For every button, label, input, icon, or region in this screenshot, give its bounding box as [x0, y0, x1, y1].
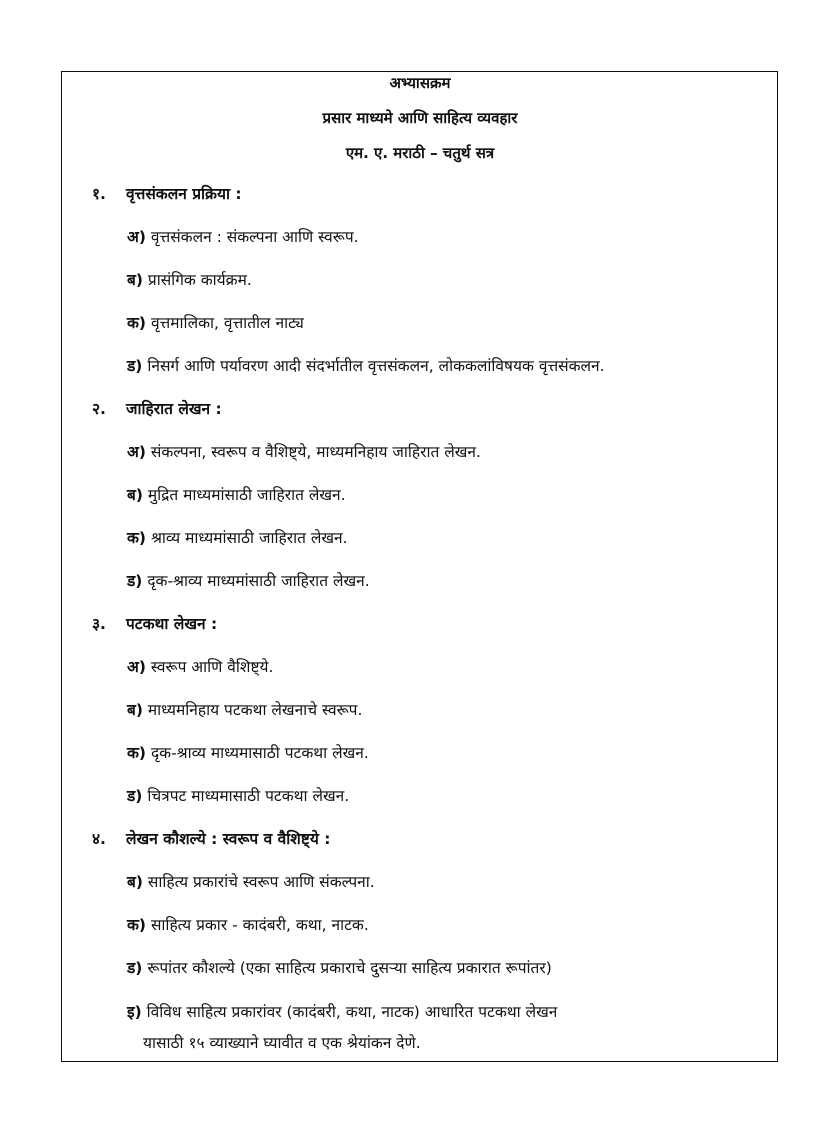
item-marker: ड) — [127, 357, 143, 375]
list-item — [127, 359, 605, 375]
section-title: वृत्तसंकलन प्रक्रिया : — [126, 185, 242, 203]
item-continuation: यासाठी १५ व्याख्याने घ्यावीत व एक श्रेयांकन देणे. — [143, 1034, 421, 1052]
list-item — [127, 746, 369, 762]
item-text: रूपांतर कौशल्ये (एका साहित्य प्रकाराचे दुसऱ्या साहित्य प्रकारात रूपांतर) — [147, 959, 552, 977]
item-text: प्रासंगिक कार्यक्रम. — [147, 271, 252, 289]
item-text: निसर्ग आणि पर्यावरण आदी संदर्भातील वृत्तसंकलन, लोककलांविषयक वृत्तसंकलन. — [147, 357, 605, 375]
item-text: श्राव्य माध्यमांसाठी जाहिरात लेखन. — [150, 529, 348, 547]
list-item — [127, 574, 370, 590]
item-text: वृत्तसंकलन : संकल्पना आणि स्वरूप. — [150, 228, 359, 246]
item-marker: ब) — [127, 486, 143, 504]
item-marker: अ) — [127, 443, 146, 461]
item-text: दृक-श्राव्य माध्यमांसाठी जाहिरात लेखन. — [147, 572, 370, 590]
list-item — [127, 703, 362, 719]
item-marker: ब) — [127, 873, 143, 891]
list-item — [127, 531, 348, 547]
item-text: दृक-श्राव्य माध्यमासाठी पटकथा लेखन. — [150, 744, 369, 762]
item-marker: क) — [127, 916, 146, 934]
section-number: १. — [92, 185, 106, 203]
syllabus-frame — [61, 71, 778, 1062]
list-item — [127, 660, 273, 676]
list-item — [127, 445, 481, 461]
item-marker: अ) — [127, 228, 146, 246]
item-text: साहित्य प्रकारांचे स्वरूप आणि संकल्पना. — [147, 873, 375, 891]
item-text: मुद्रित माध्यमांसाठी जाहिरात लेखन. — [147, 486, 346, 504]
item-marker: क) — [127, 314, 146, 332]
item-text: चित्रपट माध्यमासाठी पटकथा लेखन. — [147, 787, 350, 805]
item-text: वृत्तमालिका, वृत्तातील नाट्य — [150, 314, 304, 332]
section-number: ३. — [92, 615, 106, 633]
item-text: माध्यमनिहाय पटकथा लेखनाचे स्वरूप. — [147, 701, 363, 719]
item-marker: क) — [127, 744, 146, 762]
list-item — [127, 1005, 557, 1021]
list-item — [127, 273, 252, 289]
item-marker: अ) — [127, 658, 146, 676]
section-number: २. — [92, 400, 106, 418]
item-marker: क) — [127, 529, 146, 547]
item-marker: ड) — [127, 959, 143, 977]
heading-course-semester: एम. ए. मराठी – चतुर्थ सत्र — [345, 144, 495, 162]
section-4-heading — [92, 832, 330, 848]
section-title: पटकथा लेखन : — [126, 615, 218, 633]
section-3-heading — [92, 617, 217, 633]
item-marker: ड) — [127, 572, 143, 590]
heading-syllabus: अभ्यासक्रम — [389, 74, 451, 92]
item-marker: ब) — [127, 271, 143, 289]
list-item — [127, 230, 359, 246]
list-item — [127, 875, 375, 891]
section-2-heading — [92, 402, 222, 418]
list-item — [127, 918, 369, 934]
list-item — [127, 789, 349, 805]
heading-course-title: प्रसार माध्यमे आणि साहित्य व्यवहार — [322, 109, 518, 127]
item-marker: इ) — [127, 1003, 142, 1021]
list-item — [127, 961, 552, 977]
item-text: विविध साहित्य प्रकारांवर (कादंबरी, कथा, नाटक) आधारित पटकथा लेखन — [146, 1003, 558, 1021]
section-title: लेखन कौशल्ये : स्वरूप व वैशिष्ट्ये : — [126, 830, 331, 848]
item-marker: ड) — [127, 787, 143, 805]
list-item — [127, 316, 304, 332]
section-1-heading — [92, 187, 242, 203]
item-text: संकल्पना, स्वरूप व वैशिष्ट्ये, माध्यमनिहाय जाहिरात लेखन. — [150, 443, 481, 461]
list-item — [127, 488, 346, 504]
item-marker: ब) — [127, 701, 143, 719]
item-text: साहित्य प्रकार - कादंबरी, कथा, नाटक. — [150, 916, 369, 934]
section-number: ४. — [92, 830, 106, 848]
item-text: स्वरूप आणि वैशिष्ट्ये. — [150, 658, 274, 676]
section-title: जाहिरात लेखन : — [126, 400, 222, 418]
